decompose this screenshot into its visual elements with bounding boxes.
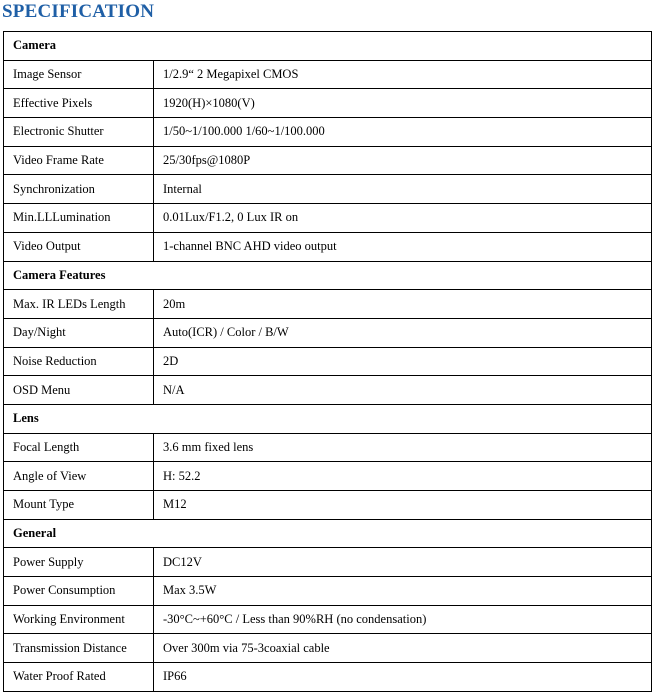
page-title: SPECIFICATION (2, 1, 155, 22)
spec-value: Over 300m via 75-3coaxial cable (154, 634, 652, 663)
spec-row (4, 433, 652, 462)
spec-row (4, 548, 652, 577)
spec-label: Mount Type (4, 491, 154, 520)
spec-label: OSD Menu (4, 376, 154, 405)
spec-label: Working Environment (4, 605, 154, 634)
spec-row (4, 146, 652, 175)
spec-row (4, 290, 652, 319)
section-header-camera-features (4, 261, 652, 290)
spec-label: Day/Night (4, 318, 154, 347)
spec-label: Power Consumption (4, 577, 154, 606)
spec-value: 25/30fps@1080P (154, 146, 652, 175)
section-heading: General (4, 519, 652, 548)
spec-value: 1-channel BNC AHD video output (154, 232, 652, 261)
spec-label: Noise Reduction (4, 347, 154, 376)
spec-label: Max. IR LEDs Length (4, 290, 154, 319)
spec-row (4, 605, 652, 634)
spec-value: 20m (154, 290, 652, 319)
spec-row (4, 89, 652, 118)
spec-value: -30°C~+60°C / Less than 90%RH (no condensation) (154, 605, 652, 634)
section-heading: Camera (4, 32, 652, 61)
spec-row (4, 376, 652, 405)
section-heading: Lens (4, 404, 652, 433)
spec-label: Focal Length (4, 433, 154, 462)
spec-label: Electronic Shutter (4, 118, 154, 147)
spec-value: H: 52.2 (154, 462, 652, 491)
section-heading: Camera Features (4, 261, 652, 290)
spec-label: Transmission Distance (4, 634, 154, 663)
spec-label: Video Output (4, 232, 154, 261)
spec-value: IP66 (154, 663, 652, 692)
spec-row (4, 634, 652, 663)
spec-value: 0.01Lux/F1.2, 0 Lux IR on (154, 204, 652, 233)
spec-value: 2D (154, 347, 652, 376)
specification-table (3, 31, 652, 692)
spec-value: 1920(H)×1080(V) (154, 89, 652, 118)
spec-value: 1/50~1/100.000 1/60~1/100.000 (154, 118, 652, 147)
spec-row (4, 462, 652, 491)
spec-label: Image Sensor (4, 60, 154, 89)
spec-row (4, 663, 652, 692)
spec-label: Effective Pixels (4, 89, 154, 118)
section-header-camera (4, 32, 652, 61)
spec-value: Internal (154, 175, 652, 204)
section-header-lens (4, 404, 652, 433)
section-header-general (4, 519, 652, 548)
spec-label: Min.LLLumination (4, 204, 154, 233)
spec-label: Video Frame Rate (4, 146, 154, 175)
spec-row (4, 318, 652, 347)
spec-value: Auto(ICR) / Color / B/W (154, 318, 652, 347)
spec-value: 3.6 mm fixed lens (154, 433, 652, 462)
spec-row (4, 60, 652, 89)
spec-row (4, 491, 652, 520)
spec-label: Water Proof Rated (4, 663, 154, 692)
spec-label: Angle of View (4, 462, 154, 491)
spec-row (4, 347, 652, 376)
spec-value: DC12V (154, 548, 652, 577)
spec-row (4, 118, 652, 147)
spec-row (4, 204, 652, 233)
spec-value: N/A (154, 376, 652, 405)
spec-row (4, 577, 652, 606)
spec-value: 1/2.9“ 2 Megapixel CMOS (154, 60, 652, 89)
spec-label: Synchronization (4, 175, 154, 204)
spec-row (4, 232, 652, 261)
spec-row (4, 175, 652, 204)
spec-value: M12 (154, 491, 652, 520)
spec-value: Max 3.5W (154, 577, 652, 606)
spec-label: Power Supply (4, 548, 154, 577)
